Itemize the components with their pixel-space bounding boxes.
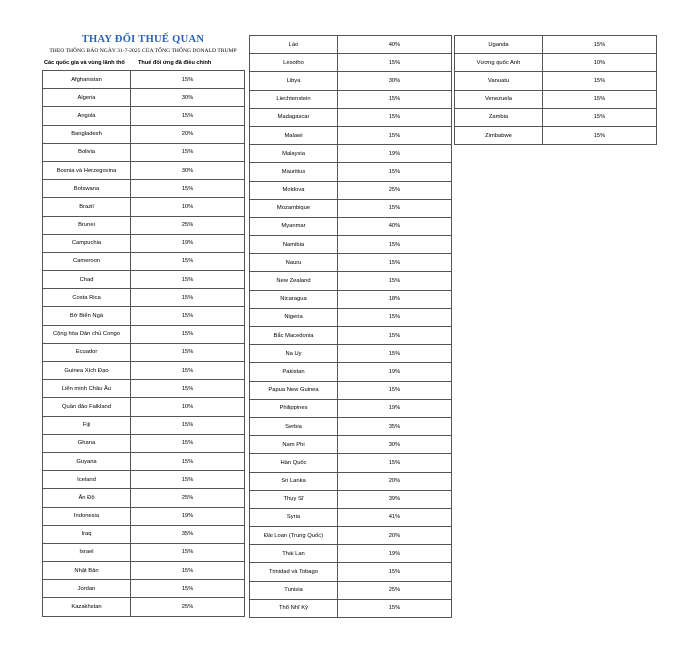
table-row — [250, 199, 452, 217]
table-row — [43, 362, 245, 380]
country-cell: Fiji — [43, 416, 131, 434]
tariff-table-2 — [249, 35, 452, 618]
table-row — [43, 307, 245, 325]
country-cell: Cộng hòa Dân chủ Congo — [43, 325, 131, 343]
table-row — [250, 436, 452, 454]
table-row — [43, 580, 245, 598]
rate-cell: 15% — [131, 471, 245, 489]
country-cell: Ghana — [43, 434, 131, 452]
rate-cell: 30% — [131, 89, 245, 107]
table-row — [43, 198, 245, 216]
table-row — [250, 108, 452, 126]
table-row — [250, 272, 452, 290]
rate-cell: 15% — [131, 416, 245, 434]
country-cell: Bosnia và Herzegovina — [43, 161, 131, 179]
rate-cell: 15% — [338, 563, 452, 581]
country-cell: Nigeria — [250, 308, 338, 326]
country-cell: Ecuador — [43, 343, 131, 361]
rate-cell: 10% — [131, 198, 245, 216]
table-row — [43, 252, 245, 270]
table-row — [43, 452, 245, 470]
rate-cell: 15% — [338, 163, 452, 181]
rate-cell: 15% — [543, 108, 657, 126]
table-row — [250, 327, 452, 345]
country-cell: Botswana — [43, 180, 131, 198]
table-row — [250, 126, 452, 144]
rate-cell: 15% — [338, 599, 452, 617]
table-row — [43, 180, 245, 198]
table-row — [250, 290, 452, 308]
country-cell: Thụy Sĩ — [250, 490, 338, 508]
country-cell: Mauritius — [250, 163, 338, 181]
country-cell: Syria — [250, 508, 338, 526]
rate-cell: 20% — [338, 527, 452, 545]
table-row — [250, 527, 452, 545]
country-cell: Madagascar — [250, 108, 338, 126]
rate-cell: 15% — [338, 126, 452, 144]
country-cell: Thổ Nhĩ Kỳ — [250, 599, 338, 617]
rate-cell: 15% — [338, 254, 452, 272]
rate-cell: 15% — [338, 272, 452, 290]
table-row — [43, 525, 245, 543]
rate-cell: 15% — [338, 308, 452, 326]
rate-cell: 25% — [338, 181, 452, 199]
country-cell: Đài Loan (Trung Quốc) — [250, 527, 338, 545]
table-row — [250, 145, 452, 163]
country-cell: Angola — [43, 107, 131, 125]
country-cell: Moldova — [250, 181, 338, 199]
table-row — [250, 454, 452, 472]
rate-cell: 19% — [131, 507, 245, 525]
column-header-country: Các quốc gia và vùng lãnh thổ — [44, 60, 125, 66]
rate-cell: 15% — [338, 381, 452, 399]
rate-cell: 25% — [131, 489, 245, 507]
rate-cell: 15% — [338, 54, 452, 72]
country-cell: Vương quốc Anh — [455, 54, 543, 72]
country-cell: Guinea Xích Đạo — [43, 362, 131, 380]
rate-cell: 40% — [338, 36, 452, 54]
table-row — [250, 545, 452, 563]
rate-cell: 15% — [338, 199, 452, 217]
rate-cell: 15% — [131, 580, 245, 598]
table-row — [250, 308, 452, 326]
country-cell: Algeria — [43, 89, 131, 107]
rate-cell: 15% — [131, 543, 245, 561]
country-cell: Indonesia — [43, 507, 131, 525]
country-cell: Bangladesh — [43, 125, 131, 143]
country-cell: Costa Rica — [43, 289, 131, 307]
page-title: THAY ĐỔI THUẾ QUAN — [81, 34, 205, 45]
table-row — [250, 417, 452, 435]
rate-cell: 15% — [338, 108, 452, 126]
table-row — [455, 90, 657, 108]
column-header-rate: Thuế đối ứng đã điều chỉnh — [138, 60, 212, 66]
rate-cell: 15% — [131, 325, 245, 343]
rate-cell: 25% — [131, 598, 245, 616]
table-row — [250, 236, 452, 254]
rate-cell: 15% — [131, 271, 245, 289]
country-cell: Liên minh Châu Âu — [43, 380, 131, 398]
country-cell: Zambia — [455, 108, 543, 126]
rate-cell: 15% — [338, 454, 452, 472]
table-row — [250, 254, 452, 272]
table-row — [43, 216, 245, 234]
rate-cell: 35% — [338, 417, 452, 435]
table-row — [43, 161, 245, 179]
table-row — [250, 581, 452, 599]
rate-cell: 15% — [131, 362, 245, 380]
table-row — [43, 562, 245, 580]
table-row — [250, 599, 452, 617]
country-cell: Papua New Guinea — [250, 381, 338, 399]
rate-cell: 40% — [338, 217, 452, 235]
country-cell: Chad — [43, 271, 131, 289]
table-row — [43, 107, 245, 125]
table-row — [43, 143, 245, 161]
rate-cell: 41% — [338, 508, 452, 526]
rate-cell: 15% — [131, 343, 245, 361]
rate-cell: 15% — [543, 90, 657, 108]
table-row — [250, 381, 452, 399]
country-cell: Brunei — [43, 216, 131, 234]
table-row — [455, 72, 657, 90]
country-cell: Myanmar — [250, 217, 338, 235]
rate-cell: 15% — [338, 90, 452, 108]
country-cell: Nauru — [250, 254, 338, 272]
table-row — [250, 508, 452, 526]
rate-cell: 25% — [338, 581, 452, 599]
country-cell: Bờ Biển Ngà — [43, 307, 131, 325]
tariff-table-3 — [454, 35, 657, 145]
rate-cell: 10% — [543, 54, 657, 72]
rate-cell: 15% — [131, 180, 245, 198]
table-row — [43, 125, 245, 143]
table-row — [250, 217, 452, 235]
country-cell: New Zealand — [250, 272, 338, 290]
rate-cell: 19% — [338, 545, 452, 563]
country-cell: Thái Lan — [250, 545, 338, 563]
table-row — [43, 325, 245, 343]
country-cell: Bolivia — [43, 143, 131, 161]
rate-cell: 15% — [543, 126, 657, 144]
rate-cell: 25% — [131, 216, 245, 234]
table-row — [43, 434, 245, 452]
rate-cell: 19% — [131, 234, 245, 252]
rate-cell: 15% — [131, 452, 245, 470]
country-cell: Malaysia — [250, 145, 338, 163]
table-row — [250, 181, 452, 199]
table-row — [43, 380, 245, 398]
country-cell: Namibia — [250, 236, 338, 254]
country-cell: Hàn Quốc — [250, 454, 338, 472]
table-row — [43, 289, 245, 307]
rate-cell: 15% — [131, 143, 245, 161]
table-row — [43, 89, 245, 107]
rate-cell: 30% — [338, 436, 452, 454]
table-row — [455, 36, 657, 54]
rate-cell: 15% — [131, 107, 245, 125]
rate-cell: 19% — [338, 399, 452, 417]
table-row — [43, 471, 245, 489]
country-cell: Uganda — [455, 36, 543, 54]
rate-cell: 18% — [338, 290, 452, 308]
table-row — [455, 126, 657, 144]
rate-cell: 15% — [131, 289, 245, 307]
rate-cell: 15% — [131, 380, 245, 398]
country-cell: Campuchia — [43, 234, 131, 252]
table-row — [250, 72, 452, 90]
rate-cell: 20% — [338, 472, 452, 490]
country-cell: Kazakhstan — [43, 598, 131, 616]
country-cell: Iceland — [43, 471, 131, 489]
country-cell: Nhật Bản — [43, 562, 131, 580]
country-cell: Guyana — [43, 452, 131, 470]
country-cell: Brazil — [43, 198, 131, 216]
country-cell: Libya — [250, 72, 338, 90]
country-cell: Ấn Độ — [43, 489, 131, 507]
country-cell: Quần đảo Falkland — [43, 398, 131, 416]
table-row — [250, 163, 452, 181]
rate-cell: 20% — [131, 125, 245, 143]
rate-cell: 19% — [338, 145, 452, 163]
country-cell: Bắc Macedonia — [250, 327, 338, 345]
table-row — [43, 343, 245, 361]
table-row — [250, 36, 452, 54]
country-cell: Venezuela — [455, 90, 543, 108]
table-row — [43, 416, 245, 434]
rate-cell: 15% — [338, 345, 452, 363]
country-cell: Tunisia — [250, 581, 338, 599]
rate-cell: 19% — [338, 363, 452, 381]
rate-cell: 15% — [543, 72, 657, 90]
page-subtitle: THEO THÔNG BÁO NGÀY 31-7-2025 CỦA TỔNG THỐNG DONALD TRUMP — [49, 48, 237, 54]
country-cell: Zimbabwe — [455, 126, 543, 144]
table-row — [43, 398, 245, 416]
table-row — [43, 71, 245, 89]
table-row — [250, 563, 452, 581]
country-cell: Malawi — [250, 126, 338, 144]
country-cell: Philippines — [250, 399, 338, 417]
tariff-table-1 — [42, 70, 245, 617]
country-cell: Liechtenstein — [250, 90, 338, 108]
rate-cell: 15% — [131, 252, 245, 270]
country-cell: Nam Phi — [250, 436, 338, 454]
table-row — [43, 507, 245, 525]
table-row — [250, 54, 452, 72]
table-row — [455, 108, 657, 126]
table-row — [43, 271, 245, 289]
country-cell: Mozambique — [250, 199, 338, 217]
table-row — [250, 472, 452, 490]
country-cell: Trinidad và Tobago — [250, 563, 338, 581]
country-cell: Nicaragua — [250, 290, 338, 308]
country-cell: Na Uy — [250, 345, 338, 363]
country-cell: Israel — [43, 543, 131, 561]
country-cell: Lào — [250, 36, 338, 54]
rate-cell: 30% — [131, 161, 245, 179]
rate-cell: 15% — [131, 71, 245, 89]
rate-cell: 35% — [131, 525, 245, 543]
country-cell: Sri Lanka — [250, 472, 338, 490]
table-row — [250, 363, 452, 381]
table-row — [455, 54, 657, 72]
table-row — [250, 345, 452, 363]
table-row — [250, 90, 452, 108]
rate-cell: 10% — [131, 398, 245, 416]
country-cell: Iraq — [43, 525, 131, 543]
rate-cell: 15% — [131, 562, 245, 580]
rate-cell: 15% — [131, 307, 245, 325]
rate-cell: 30% — [338, 72, 452, 90]
rate-cell: 15% — [543, 36, 657, 54]
country-cell: Vanuatu — [455, 72, 543, 90]
table-row — [250, 490, 452, 508]
rate-cell: 39% — [338, 490, 452, 508]
table-row — [43, 234, 245, 252]
table-row — [43, 598, 245, 616]
table-row — [43, 543, 245, 561]
country-cell: Serbia — [250, 417, 338, 435]
rate-cell: 15% — [131, 434, 245, 452]
country-cell: Pakistan — [250, 363, 338, 381]
country-cell: Lesotho — [250, 54, 338, 72]
rate-cell: 15% — [338, 236, 452, 254]
country-cell: Jordan — [43, 580, 131, 598]
rate-cell: 15% — [338, 327, 452, 345]
table-row — [43, 489, 245, 507]
country-cell: Afghanistan — [43, 71, 131, 89]
table-row — [250, 399, 452, 417]
country-cell: Cameroon — [43, 252, 131, 270]
